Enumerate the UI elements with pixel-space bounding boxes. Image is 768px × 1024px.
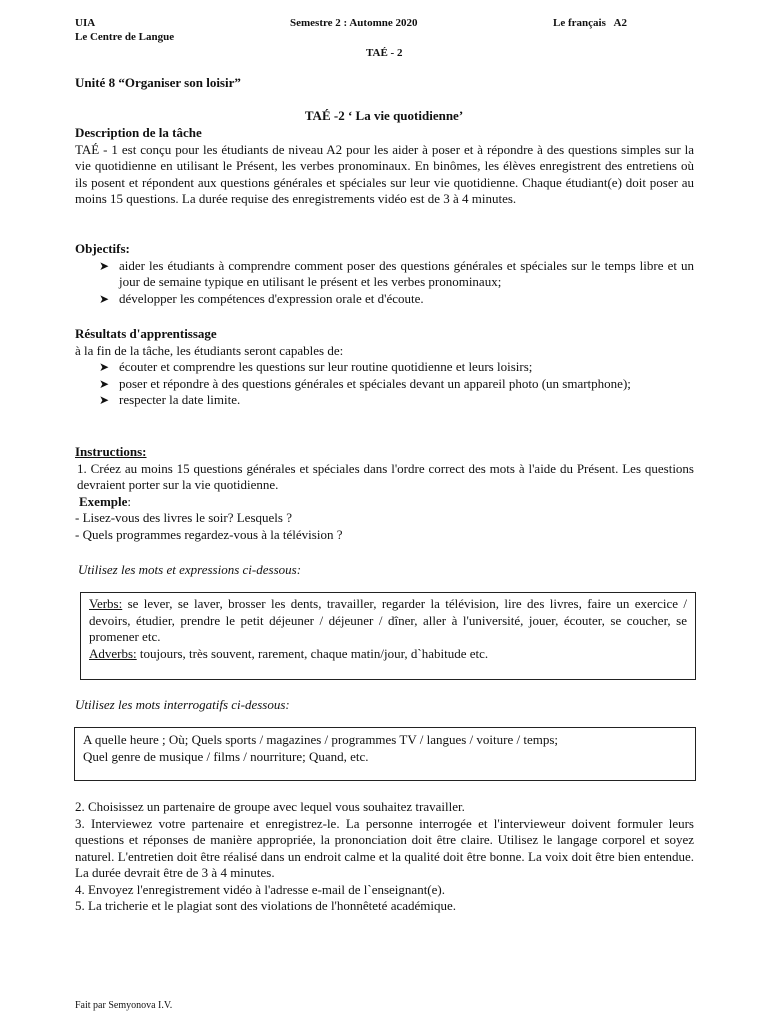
list-item [75,258,694,291]
header-semester: Semestre 2 : Automne 2020 [290,17,418,29]
use-interrogatives-caption: Utilisez les mots interrogatifs ci-dessous: [75,697,290,712]
arrow-bullet-icon: ➤ [99,360,110,374]
example-question-2: - Quels programmes regardez-vous à la télévision ? [75,526,343,542]
header-center-name: Le Centre de Langue [75,31,175,43]
list-item [75,376,675,393]
header-institution [75,16,174,44]
result-text: respecter la date limite. [119,392,241,407]
results-section [75,326,694,409]
arrow-bullet-icon: ➤ [99,393,110,407]
example-label: Exemple [79,493,128,509]
objectives-list [75,258,694,308]
instruction-step-3: 3. Interviewez votre partenaire et enregistrez-le. La personne interrogée et l'intervieweur doivent formuler leurs questions et réponses de manière appropriée, la prononciation doit être claire. Utilisez le langage corporel et soyez naturel. L'entretien doit être réalisé dans un endroit calme et la qualité doit être bonne. La voix doit être bien entendue. La durée devrait être de 3 à 4 minutes. [75,815,694,880]
objectives-heading: Objectifs: [75,241,130,256]
page-title: TAÉ -2 ‘ La vie quotidienne’ [304,108,464,123]
description-text: TAÉ - 1 est conçu pour les étudiants de niveau A2 pour les aider à poser et à répondre à des questions simples sur la vie quotidienne en utilisant le Présent, les verbes pronominaux. En binômes, les élèves enregistrent des entretiens où ils posent et répondent aux questions générales et spéciales sur leur vie quotidienne. Chaque étudiant(e) doit poser au moins 15 questions. La durée requise des enregistrements vidéo est de 3 à 4 minutes. [75,141,694,206]
objective-text: aider les étudiants à comprendre comment poser des questions générales et spéciales sur le temps libre et un jour de semaine typique en utilisant le présent et les verbes pronominaux; [119,257,694,289]
instruction-step-4: 4. Envoyez l'enregistrement vidéo à l'adresse e-mail de l`enseignant(e). [75,881,445,897]
result-text: poser et répondre à des questions générales et spéciales devant un appareil photo (un smartphone); [119,375,631,391]
interrogatives-line-2: Quel genre de musique / films / nourriture; Quand, etc. [83,748,369,764]
objectives-section [75,241,694,307]
header-uia: UIA [75,17,96,29]
example-colon: : [127,493,132,509]
unit-title: Unité 8 “Organiser son loisir” [75,75,241,90]
results-heading: Résultats d'apprentissage [75,326,217,341]
arrow-bullet-icon: ➤ [99,258,110,273]
verbs-text: se lever, se laver, brosser les dents, travailler, regarder la télévision, lire des livres, faire un exercice / devoirs, étudier, prendre le petit déjeuner / déjeuner / dîner, aller à l'université, jouer, écouter, se coucher, se promener etc. [89,596,687,644]
example-label-line [75,494,694,511]
results-list [75,359,675,409]
instructions-section [75,444,694,543]
use-words-caption: Utilisez les mots et expressions ci-dessous: [78,562,302,577]
interrogatives-line-1: A quelle heure ; Où; Quels sports / magazines / programmes TV / langues / voiture / temps; [83,732,559,747]
arrow-bullet-icon: ➤ [99,376,110,391]
result-text: écouter et comprendre les questions sur leur routine quotidienne et leurs loisirs; [119,359,533,374]
arrow-bullet-icon: ➤ [99,291,110,306]
verbs-label: Verbs: [89,596,123,611]
adverbs-text: toujours, très souvent, rarement, chaque matin/jour, d`habitude etc. [136,645,489,661]
adverbs-label: Adverbs: [89,645,137,661]
list-item [75,392,675,409]
verbs-line [89,596,687,646]
adverbs-line [89,646,687,663]
instruction-step-5: 5. La tricherie et le plagiat sont des violations de l'honnêteté académique. [75,898,457,913]
instruction-step-1: 1. Créez au moins 15 questions générales et spéciales dans l'ordre correct des mots à l'aide du Présent. Les questions devraient porter sur la vie quotidienne. [77,460,694,492]
instruction-steps [75,799,694,915]
instruction-step-2: 2. Choisissez un partenaire de groupe avec lequel vous souhaitez travailler. [75,799,465,814]
list-item [75,291,694,308]
verbs-adverbs-box [80,592,696,680]
header-course: Le français A2 [553,17,627,29]
results-intro: à la fin de la tâche, les étudiants seront capables de: [75,342,344,358]
interrogatives-box [74,727,696,781]
list-item [75,359,675,376]
footer-author: Fait par Semyonova I.V. [75,1000,173,1011]
objective-text: développer les compétences d'expression orale et d'écoute. [119,290,424,306]
header-tae: TAÉ - 2 [366,47,403,59]
instructions-heading: Instructions: [75,444,147,459]
description-section [75,125,694,208]
description-heading: Description de la tâche [75,125,202,140]
example-question-1: - Lisez-vous des livres le soir? Lesquels ? [75,510,292,525]
